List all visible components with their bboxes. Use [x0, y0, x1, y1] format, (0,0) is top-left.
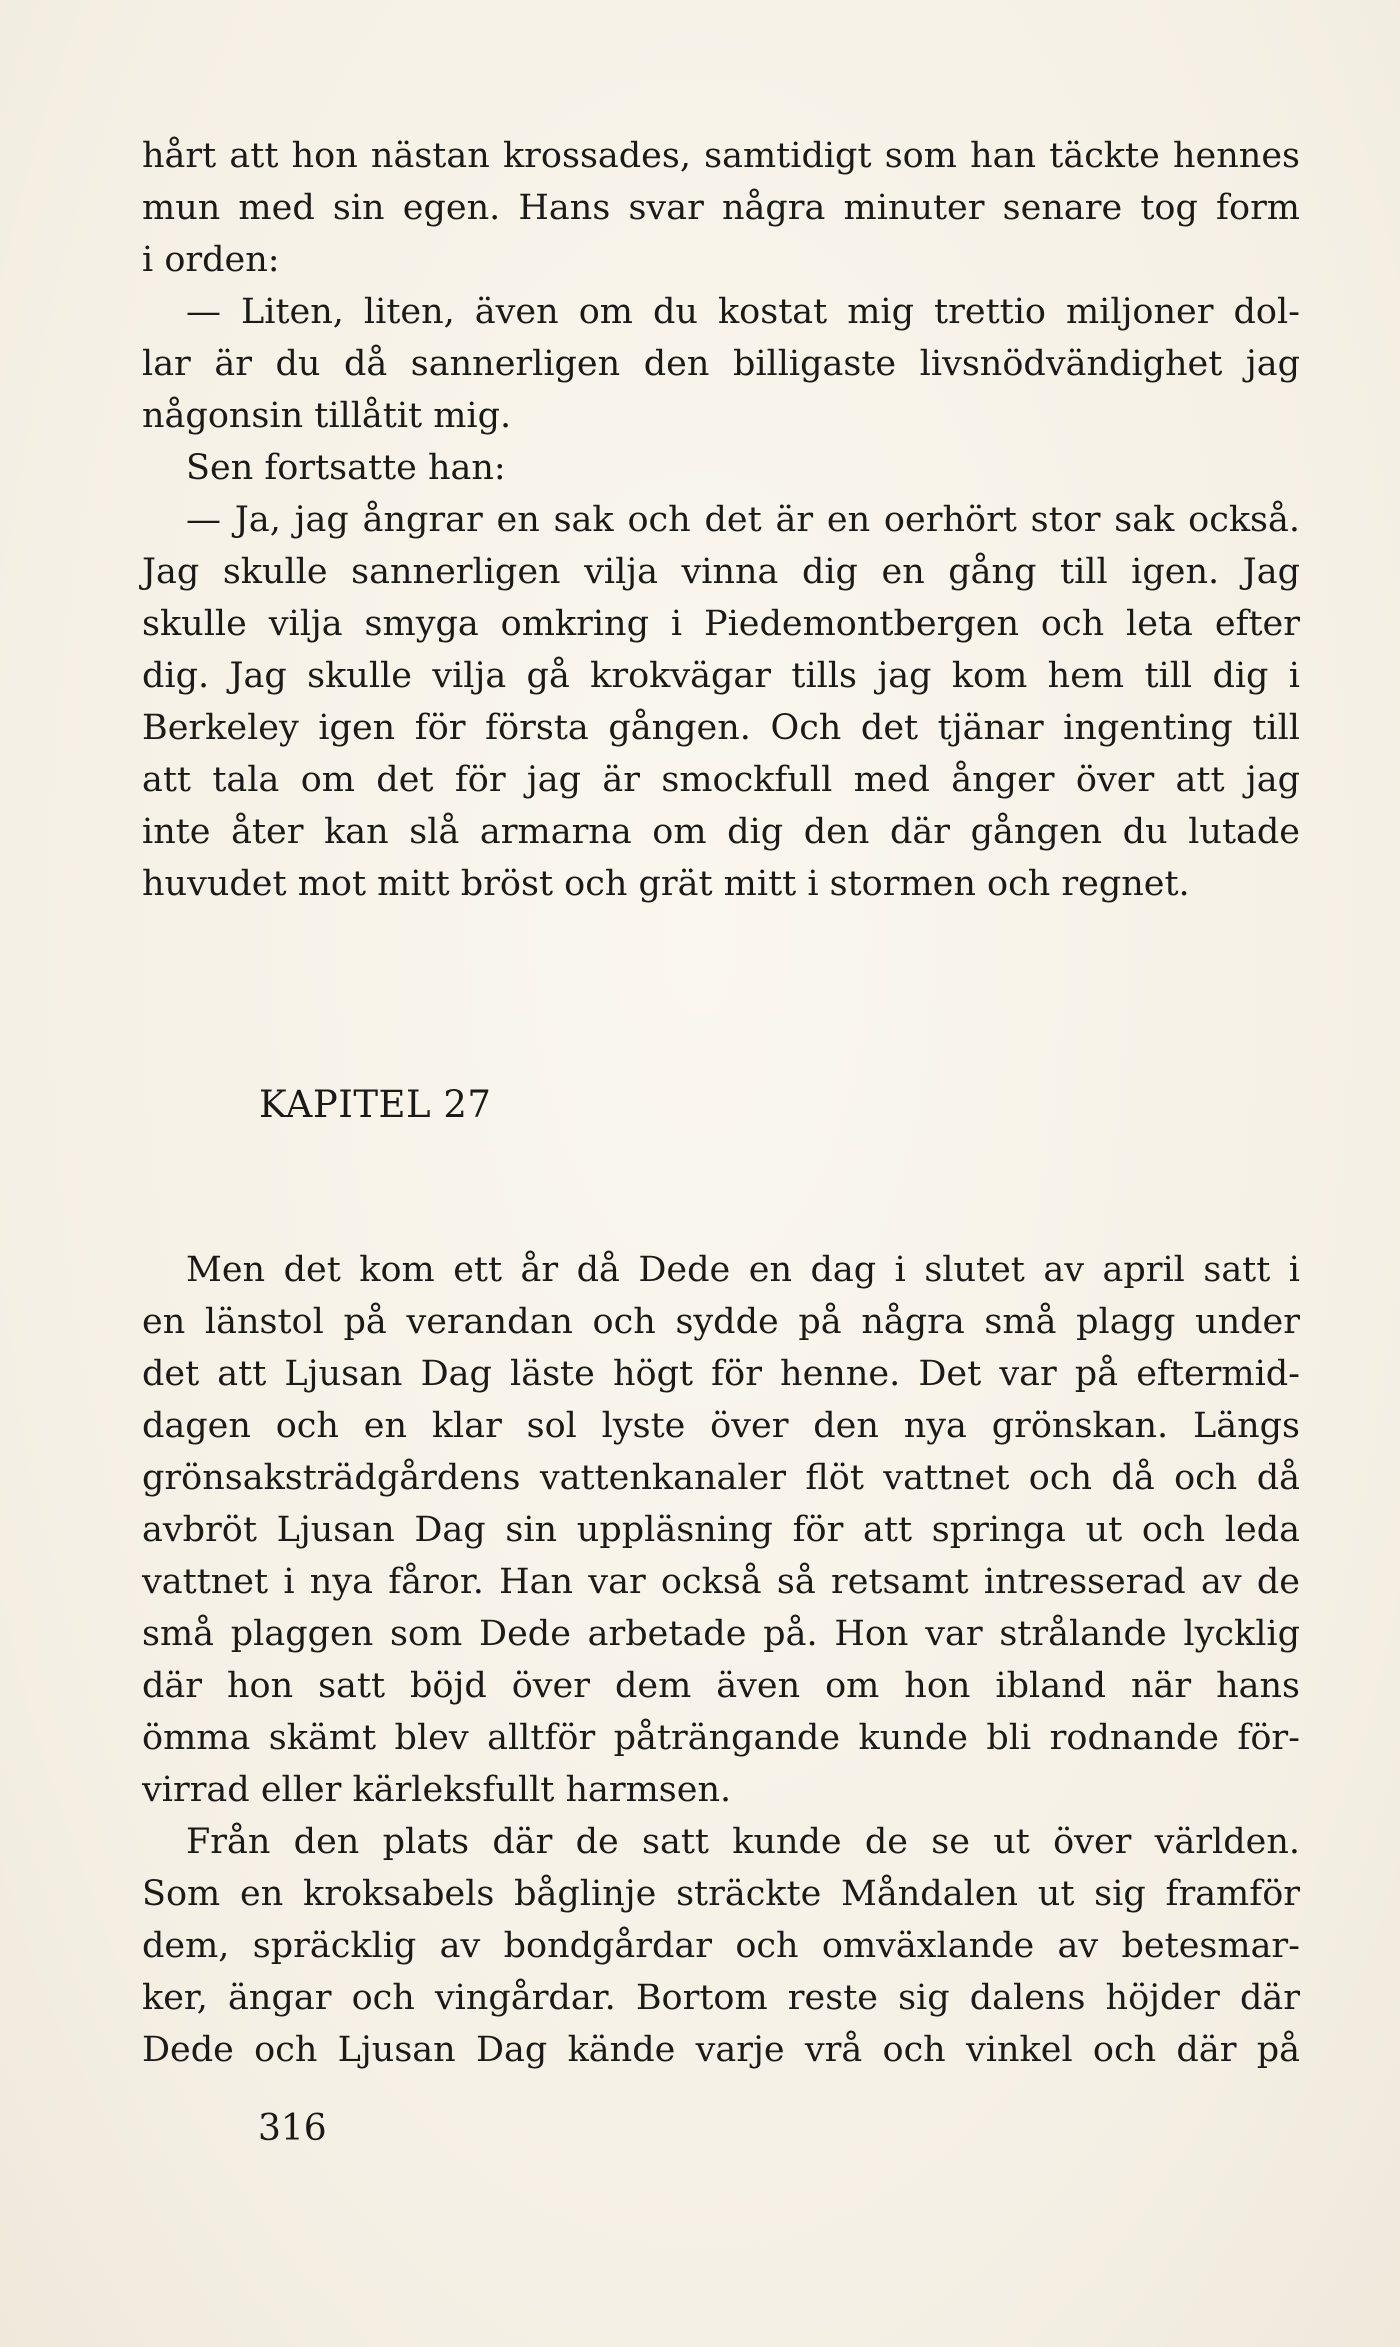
text-line: dem, spräcklig av bondgårdar och omväxlande av betesmar-: [142, 1926, 1300, 1966]
text-line: det att Ljusan Dag läste högt för henne. Det var på eftermid-: [142, 1354, 1300, 1394]
text-line: att tala om det för jag är smockfull med ånger över att jag: [142, 760, 1300, 800]
text-line: virrad eller kärleksfullt harmsen.: [142, 1770, 732, 1810]
text-line: huvudet mot mitt bröst och grät mitt i stormen och regnet.: [142, 864, 1190, 904]
page-number: 316: [258, 2108, 327, 2149]
text-line: — Liten, liten, även om du kostat mig trettio miljoner dol-: [186, 292, 1300, 332]
text-line: Sen fortsatte han:: [186, 448, 506, 488]
chapter-heading: KAPITEL 27: [259, 1083, 492, 1126]
text-line: Jag skulle sannerligen vilja vinna dig en gång till igen. Jag: [142, 552, 1300, 592]
text-line: en länstol på verandan och sydde på några små plagg under: [142, 1302, 1300, 1342]
text-line: Som en kroksabels båglinje sträckte Måndalen ut sig framför: [142, 1874, 1300, 1914]
text-line: dig. Jag skulle vilja gå krokvägar tills jag kom hem till dig i: [142, 656, 1300, 696]
text-line: ker, ängar och vingårdar. Bortom reste sig dalens höjder där: [142, 1978, 1300, 2018]
text-line: Men det kom ett år då Dede en dag i slutet av april satt i: [186, 1250, 1300, 1290]
text-line: vattnet i nya fåror. Han var också så retsamt intresserad av de: [142, 1562, 1300, 1602]
text-line: grönsaksträdgårdens vattenkanaler flöt vattnet och då och då: [142, 1458, 1300, 1498]
text-line: små plaggen som Dede arbetade på. Hon var strålande lycklig: [142, 1614, 1300, 1654]
text-line: hårt att hon nästan krossades, samtidigt som han täckte hennes: [142, 136, 1300, 176]
text-line: avbröt Ljusan Dag sin uppläsning för att springa ut och leda: [142, 1510, 1300, 1550]
text-line: dagen och en klar sol lyste över den nya grönskan. Längs: [142, 1406, 1300, 1446]
text-line: skulle vilja smyga omkring i Piedemontbergen och leta efter: [142, 604, 1300, 644]
text-line: mun med sin egen. Hans svar några minuter senare tog form: [142, 188, 1300, 228]
text-line: i orden:: [142, 240, 280, 280]
text-line: Från den plats där de satt kunde de se ut över världen.: [186, 1822, 1300, 1862]
text-line: Dede och Ljusan Dag kände varje vrå och vinkel och där på: [142, 2030, 1300, 2070]
text-line: någonsin tillåtit mig.: [142, 396, 512, 436]
text-line: ömma skämt blev alltför påträngande kunde bli rodnande för-: [142, 1718, 1300, 1758]
text-line: där hon satt böjd över dem även om hon ibland när hans: [142, 1666, 1300, 1706]
text-line: Berkeley igen för första gången. Och det tjänar ingenting till: [142, 708, 1300, 748]
text-line: — Ja, jag ångrar en sak och det är en oerhört stor sak också.: [186, 500, 1300, 540]
text-line: lar är du då sannerligen den billigaste livsnödvändighet jag: [142, 344, 1300, 384]
text-line: inte åter kan slå armarna om dig den där gången du lutade: [142, 812, 1300, 852]
